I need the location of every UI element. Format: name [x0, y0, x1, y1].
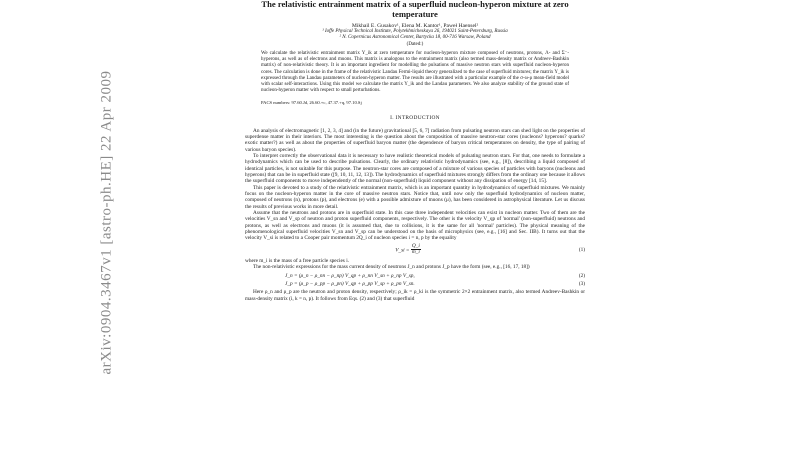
equation-1-fraction — [411, 244, 421, 256]
paper-title: The relativistic entrainment matrix of a superfluid nucleon-hyperon mixture at zero temperature — [261, 0, 569, 19]
equation-2 — [245, 273, 585, 279]
section-heading: I. INTRODUCTION — [390, 115, 440, 122]
equation-3-body: J_p = (ρ_p − ρ_pp − ρ_pn) V_qp + ρ_pp V_sp + ρ_pn V_sn. — [285, 281, 415, 288]
equation-3-number: (3) — [578, 281, 585, 288]
paragraph: where m_i is the mass of a free particle species i. — [245, 258, 349, 264]
paragraph: An analysis of electromagnetic [1, 2, 3, 4] and (in the future) gravitational [5, 6, 7] radiation from pulsating neutron stars can shed light on the properties of superdense matter in their interiors. The most interesting is the question about the composition of massive neutron-star cores (nucleons? hyperons? quarks? exotic matter?) as well as about the properties of superfluid baryon matter (the dependence of baryon critical temperatures on density, the type of pairing of various baryon species). — [245, 127, 585, 153]
equation-1-numerator: Q_i — [411, 242, 420, 249]
equation-1-lhs: V_si = — [395, 247, 410, 254]
equation-1-denominator: m_i — [411, 249, 420, 256]
dated-line: (Dated:) — [406, 41, 424, 47]
pacs-numbers: PACS numbers: 97.60.Jd, 26.60.+c, 47.37.+q, 97.10.Sj — [261, 99, 362, 105]
author-list: Mikhail E. Gusakov¹, Elena M. Kantor¹, Paweł Haensel² — [351, 23, 479, 29]
paragraph: To interpret correctly the observational data it is necessary to have realistic theoretical models of pulsating neutron stars. For that, one needs to formulate a hydrodynamics which can be used to describe pulsations. Clearly, the ordinary relativistic hydrodynamics (see, e.g., [8]), describing a liquid composed of identical particles, is not suitable for this purpose. The neutron-star cores are composed of a mixture of various species of particles with baryons (nucleons and hyperons) that can be in superfluid state ([9, 10, 11, 12, 13]). The hydrodynamics of superfluid mixtures strongly differs from the ordinary one because it allows the superfluid components to move independently of the normal (non-superfluid) liquid component without any dissipation of energy [14, 15]. — [245, 153, 585, 185]
paragraph: Assume that the neutrons and protons are in superfluid state. In this case three independent velocities can exist in nucleon matter. Two of them are the velocities V_sn and V_sp of neutron and proton superfluid components, respectively. The other is the velocity V_qp of 'normal' (non-superfluid) neutrons and protons, as well as electrons and muons (it is assumed that, due to collisions, it is the same for all 'normal' particles). The physical meaning of the phenomenological superfluid velocities V_sn and V_sp can be understood on the basis of microphysics (see, e.g., [16] and Sec. IIB). It turns out that the velocity V_si is related to a Cooper pair momentum 2Q_i of nucleon species i = n, p by the equality — [245, 210, 585, 242]
equation-2-body: J_n = (ρ_n − ρ_nn − ρ_np) V_qp + ρ_nn V_sn + ρ_np V_sp, — [285, 272, 415, 279]
paper-page — [245, 0, 585, 302]
arxiv-identifier-stamp: arXiv:0904.3467v1 [astro-ph.HE] 22 Apr 2009 — [98, 70, 115, 375]
affiliation-1: ¹ Ioffe Physical Technical Institute, Polytekhnicheskaya 26, 194021 Saint-Petersburg, Russia — [322, 29, 508, 35]
abstract: We calculate the relativistic entrainment matrix Y_ik at zero temperature for nucleon-hyperon mixture composed of neutrons, protons, Λ- and Σ⁻-hyperons, as well as of electrons and muons. This matrix is analogous to the entrainment matrix (also termed mass-density matrix or Andreev-Bashkin matrix) of non-relativistic theory. It is an important ingredient for modelling the pulsations of massive neutron stars with superfluid nucleon-hyperon cores. The calculation is done in the frame of the relativistic Landau Fermi-liquid theory generalized to the case of superfluid mixtures; the matrix Y_ik is expressed through the Landau parameters of nucleon-hyperon matter. The results are illustrated with a particular example of the σ-ω-ρ mean-field model with scalar self-interactions. Using this model we calculate the matrix Y_ik and the Landau parameters. We also analyze stability of the ground state of nucleon-hyperon matter with respect to small perturbations. — [261, 51, 569, 93]
equation-2-number: (2) — [578, 272, 585, 279]
equation-1-number: (1) — [578, 246, 585, 253]
paragraph: The non-relativistic expressions for the mass current density of neutrons J_n and protons J_p have the form (see, e.g., [16, 17, 18]) — [253, 264, 530, 271]
paragraph: This paper is devoted to a study of the relativistic entrainment matrix, which is an important quantity in hydrodynamics of superfluid mixtures. We mainly focus on the nucleon-hyperon matter in the core of massive neutron stars. Notice that, until now only the superfluid hydrodynamics of nucleon matter, composed of neutrons (n), protons (p), and electrons (e) with a possible admixture of muons (μ), has been considered in astrophysical literature. Let us discuss the results of previous works in more detail. — [245, 184, 585, 210]
paragraph: Here ρ_n and ρ_p are the neutron and proton density, respectively; ρ_ik = ρ_ki is the symmetric 2×2 entrainment matrix, also termed Andreev-Bashkin or mass-density matrix (i, k = n, p). It follows from Eqs. (2) and (3) that superfluid — [245, 289, 585, 302]
affiliation-2: ² N. Copernicus Astronomical Center, Bartycka 18, 00-716 Warsaw, Poland — [339, 35, 491, 41]
equation-3 — [245, 281, 585, 287]
equation-1 — [245, 244, 585, 256]
